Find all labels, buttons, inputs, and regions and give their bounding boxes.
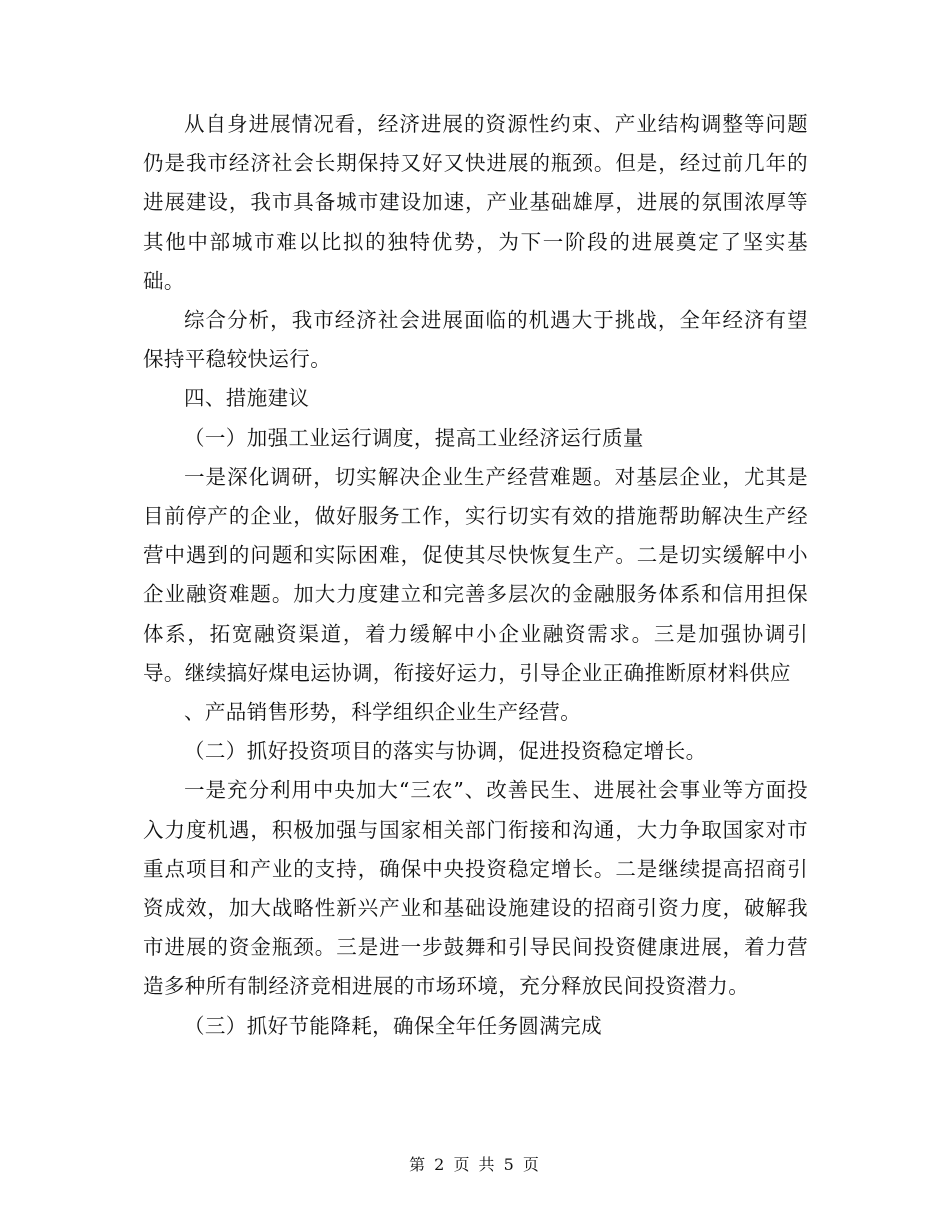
paragraph-industry-continuation: 、产品销售形势，科学组织企业生产经营。 — [184, 700, 582, 725]
subheading-energy-saving: （三）抓好节能降耗，确保全年任务圆满完成 — [184, 1013, 602, 1038]
paragraph-development-analysis: 从自身进展情况看，经济进展的资源性约束、产业结构调整等问题仍是我市经济社会长期保持又好又快进展的瓶颈。但是，经过前几年的进展建设，我市具备城市建设加速，产业基础雄厚，进展的氛围浓厚等其他中部城市难以比拟的独特优势，为下一阶段的进展奠定了坚实基础。 — [143, 112, 808, 293]
subheading-industry: （一）加强工业运行调度，提高工业经济运行质量 — [184, 425, 644, 450]
section-heading-measures: 四、措施建议 — [184, 386, 310, 411]
page-number-footer: 第 2 页 共 5 页 — [409, 1155, 541, 1174]
paragraph-investment-measures: 一是充分利用中央加大“三农”、改善民生、进展社会事业等方面投入力度机遇，积极加强与国家相关部门衔接和沟通，大力争取国家对市重点项目和产业的支持，确保中央投资稳定增长。二是继续提高招商引资成效，加大战略性新兴产业和基础设施建设的招商引资力度，破解我市进展的资金瓶颈。三是进一步鼓舞和引导民间投资健康进展，着力营造多种所有制经济竞相进展的市场环境，充分释放民间投资潜力。 — [143, 778, 808, 999]
document-body — [143, 105, 808, 1046]
paragraph-industry-measures: 一是深化调研，切实解决企业生产经营难题。对基层企业，尤其是目前停产的企业，做好服务工作，实行切实有效的措施帮助解决生产经营中遇到的问题和实际困难，促使其尽快恢复生产。二是切实缓解中小企业融资难题。加大力度建立和完善多层次的金融服务体系和信用担保体系，拓宽融资渠道，着力缓解中小企业融资需求。三是加强协调引导。继续搞好煤电运协调，衔接好运力，引导企业正确推断原材料供应 — [143, 464, 808, 685]
paragraph-comprehensive-analysis: 综合分析，我市经济社会进展面临的机遇大于挑战，全年经济有望保持平稳较快运行。 — [143, 308, 808, 372]
subheading-investment: （二）抓好投资项目的落实与协调，促进投资稳定增长。 — [184, 739, 707, 764]
